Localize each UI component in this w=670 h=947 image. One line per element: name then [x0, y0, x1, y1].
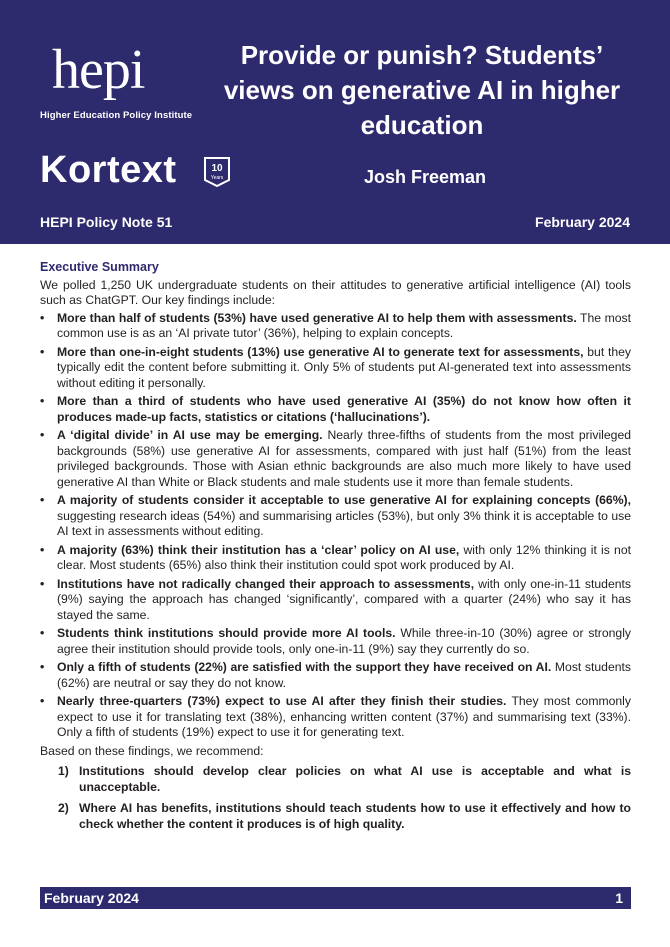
kortext-logo: Kortext	[40, 149, 177, 191]
page-footer	[40, 887, 631, 909]
publication-date: February 2024	[535, 214, 630, 230]
bullet-icon: •	[40, 660, 45, 674]
ten-years-badge-icon	[203, 156, 231, 188]
finding-lead: Students think institutions should provide more AI tools.	[57, 626, 396, 640]
finding-lead: A majority of students consider it acceptable to use generative AI for explaining concepts (66%),	[57, 493, 631, 507]
finding-text: Nearly three-fifths of students from the most privileged backgrounds (58%) use generative AI for assessments, compared with just half (51%) from the least privileged backgrounds. Those with Asian ethnic backgrounds are also much more likely to have used generative AI than White or Black students and male students use it more than female students.	[57, 428, 632, 489]
finding-item	[40, 543, 631, 574]
finding-text: While three-in-10 (30%) agree or strongly agree their institution should provide tools, only one-in-11 (9%) say they currently do so.	[57, 626, 632, 656]
section-heading: Executive Summary	[40, 260, 159, 274]
finding-item	[40, 694, 631, 741]
finding-item	[40, 311, 631, 342]
recommendation-number: 1)	[58, 764, 69, 778]
bullet-icon: •	[40, 694, 45, 708]
finding-lead: A majority (63%) think their institution has a ‘clear’ policy on AI use,	[57, 542, 460, 557]
recommendations-intro: Based on these findings, we recommend:	[40, 743, 264, 758]
finding-lead: A ‘digital divide’ in AI use may be emerging.	[57, 428, 323, 442]
cover-header	[0, 0, 670, 244]
recommendation-number: 2)	[58, 801, 69, 815]
footer-date: February 2024	[44, 890, 139, 906]
finding-lead: More than half of students (53%) have used generative AI to help them with assessments.	[57, 310, 577, 325]
finding-item	[40, 660, 631, 691]
summary-intro: We polled 1,250 UK undergraduate students on their attitudes to generative artificial intelligence (AI) tools such as ChatGPT. Our key findings include:	[40, 277, 631, 307]
bullet-icon: •	[40, 576, 45, 591]
bullet-icon: •	[40, 344, 45, 359]
recommendations-list	[40, 764, 631, 832]
finding-text: with only 12% thinking it is not clear. Most students (65%) also think their institution could spot work produced by AI.	[57, 542, 631, 572]
finding-text: with only one-in-11 students (9%) saying the approach has changed ‘significantly’, compared with a quarter (24%) who say it has stayed the same.	[57, 576, 631, 622]
policy-note-number: HEPI Policy Note 51	[40, 214, 173, 230]
finding-text: but they typically edit the content before submitting it. Only 5% of students put AI-generated text into assessments without editing it personally.	[57, 344, 631, 390]
finding-text: Most students (62%) are neutral or say they do not know.	[57, 660, 631, 690]
hepi-logo-subtitle: Higher Education Policy Institute	[40, 110, 193, 121]
finding-lead: Nearly three-quarters (73%) expect to use AI after they finish their studies.	[57, 694, 507, 708]
bullet-icon: •	[40, 310, 45, 325]
finding-item	[40, 626, 631, 657]
finding-item	[40, 345, 631, 392]
key-findings-list	[40, 311, 631, 741]
author-name: Josh Freeman	[364, 167, 487, 187]
svg-text:10: 10	[211, 163, 223, 174]
finding-lead: More than one-in-eight students (13%) use generative AI to generate text for assessments,	[57, 344, 584, 359]
executive-summary	[40, 260, 631, 838]
finding-item	[40, 428, 631, 490]
recommendation-text: Where AI has benefits, institutions should teach students how to use it effectively and how to check whether the content it produces is of high quality.	[79, 801, 631, 831]
finding-text: The most common use is as an ‘AI private tutor’ (36%), helping to explain concepts.	[57, 310, 631, 340]
finding-lead: Institutions have not radically changed their approach to assessments,	[57, 576, 475, 591]
recommendation-item	[40, 801, 631, 832]
bullet-icon: •	[40, 493, 45, 507]
bullet-icon: •	[40, 542, 45, 557]
bullet-icon: •	[40, 626, 45, 640]
finding-item	[40, 577, 631, 624]
finding-item	[40, 394, 631, 425]
finding-lead: More than a third of students who have used generative AI (35%) do not know how often it produces made-up facts, statistics or citations (‘hallucinations’).	[57, 394, 631, 424]
bullet-icon: •	[40, 394, 45, 408]
document-title: Provide or punish? Students’ views on generative AI in higher education	[223, 40, 621, 140]
finding-text: They most commonly expect to use it for translating text (38%), enhancing written content (37%) and summarising text (33%). Only a fifth of students (19%) expect to use it for generating text.	[57, 694, 631, 739]
finding-item	[40, 493, 631, 540]
finding-lead: Only a fifth of students (22%) are satisfied with the support they have received on AI.	[57, 660, 552, 674]
page-number: 1	[615, 890, 623, 906]
recommendation-text: Institutions should develop clear policies on what AI use is acceptable and what is unacceptable.	[79, 764, 631, 794]
recommendation-item	[40, 764, 631, 795]
finding-text: suggesting research ideas (54%) and summarising articles (53%), but only 3% think it is acceptable to use AI text in assessments without editing.	[57, 508, 631, 538]
bullet-icon: •	[40, 428, 45, 442]
hepi-logo: hepi	[52, 39, 145, 101]
svg-text:Years: Years	[210, 175, 224, 181]
